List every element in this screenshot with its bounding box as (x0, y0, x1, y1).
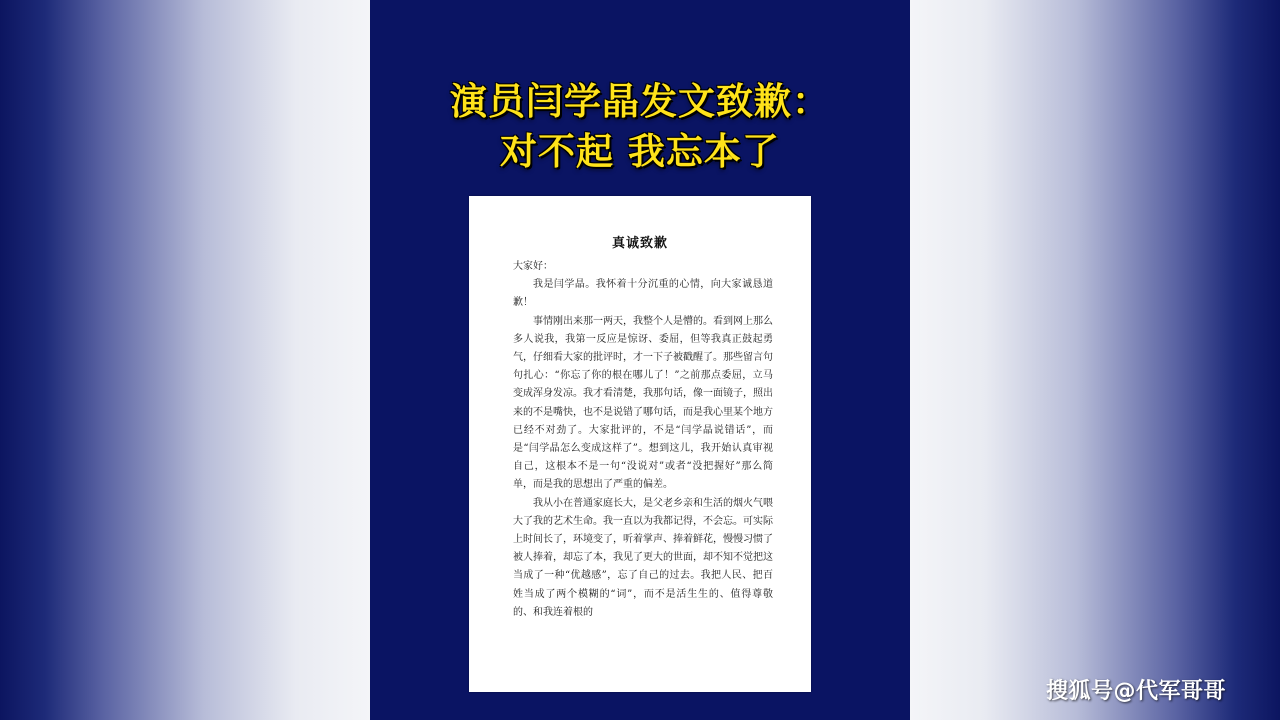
headline-line-1: 演员闫学晶发文致歉： (450, 80, 830, 123)
letter-paragraph: 我是闫学晶。我怀着十分沉重的心情，向大家诚恳道歉！ (513, 279, 773, 309)
letter-paragraph: 事情刚出来那一两天，我整个人是懵的。看到网上那么多人说我，我第一反应是惊讶、委屈，但等我真正鼓起勇气，仔细看大家的批评时，才一下子被戳醒了。那些留言句句扎心：“你忘了你的根在哪儿了！”之前那点委屈，立马变成浑身发凉。我才看清楚，我那句话，像一面镜子，照出来的不是嘴快，也不是说错了哪句话，而是我心里某个地方已经不对劲了。大家批评的，不是“闫学晶说错话”，而是“闫学晶怎么变成这样了”。想到这儿，我开始认真审视自己，这根本不是一句“没说对”或者“没把握好”那么简单，而是我的思想出了严重的偏差。 (513, 315, 773, 491)
right-blur-panel (910, 0, 1280, 720)
headline-line-2: 对不起 我忘本了 (500, 130, 780, 173)
watermark: 搜狐号@代军哥哥 (1046, 679, 1227, 704)
left-blur-panel (0, 0, 370, 720)
letter-body (513, 258, 773, 622)
letter-title: 真诚致歉 (611, 236, 668, 251)
letter-paragraph: 我从小在普通家庭长大，是父老乡亲和生活的烟火气喂大了我的艺术生命。我一直以为我都记得，不会忘。可实际上时间长了，环境变了，听着掌声、捧着鲜花，慢慢习惯了被人捧着，却忘了本，我见了更大的世面，却不知不觉把这当成了一种“优越感”，忘了自己的过去。我把人民、把百姓当成了两个模糊的“词”，而不是活生生的、值得尊敬的、和我连着根的 (513, 497, 773, 618)
letter-greeting: 大家好： (513, 261, 553, 272)
apology-letter (469, 196, 811, 692)
